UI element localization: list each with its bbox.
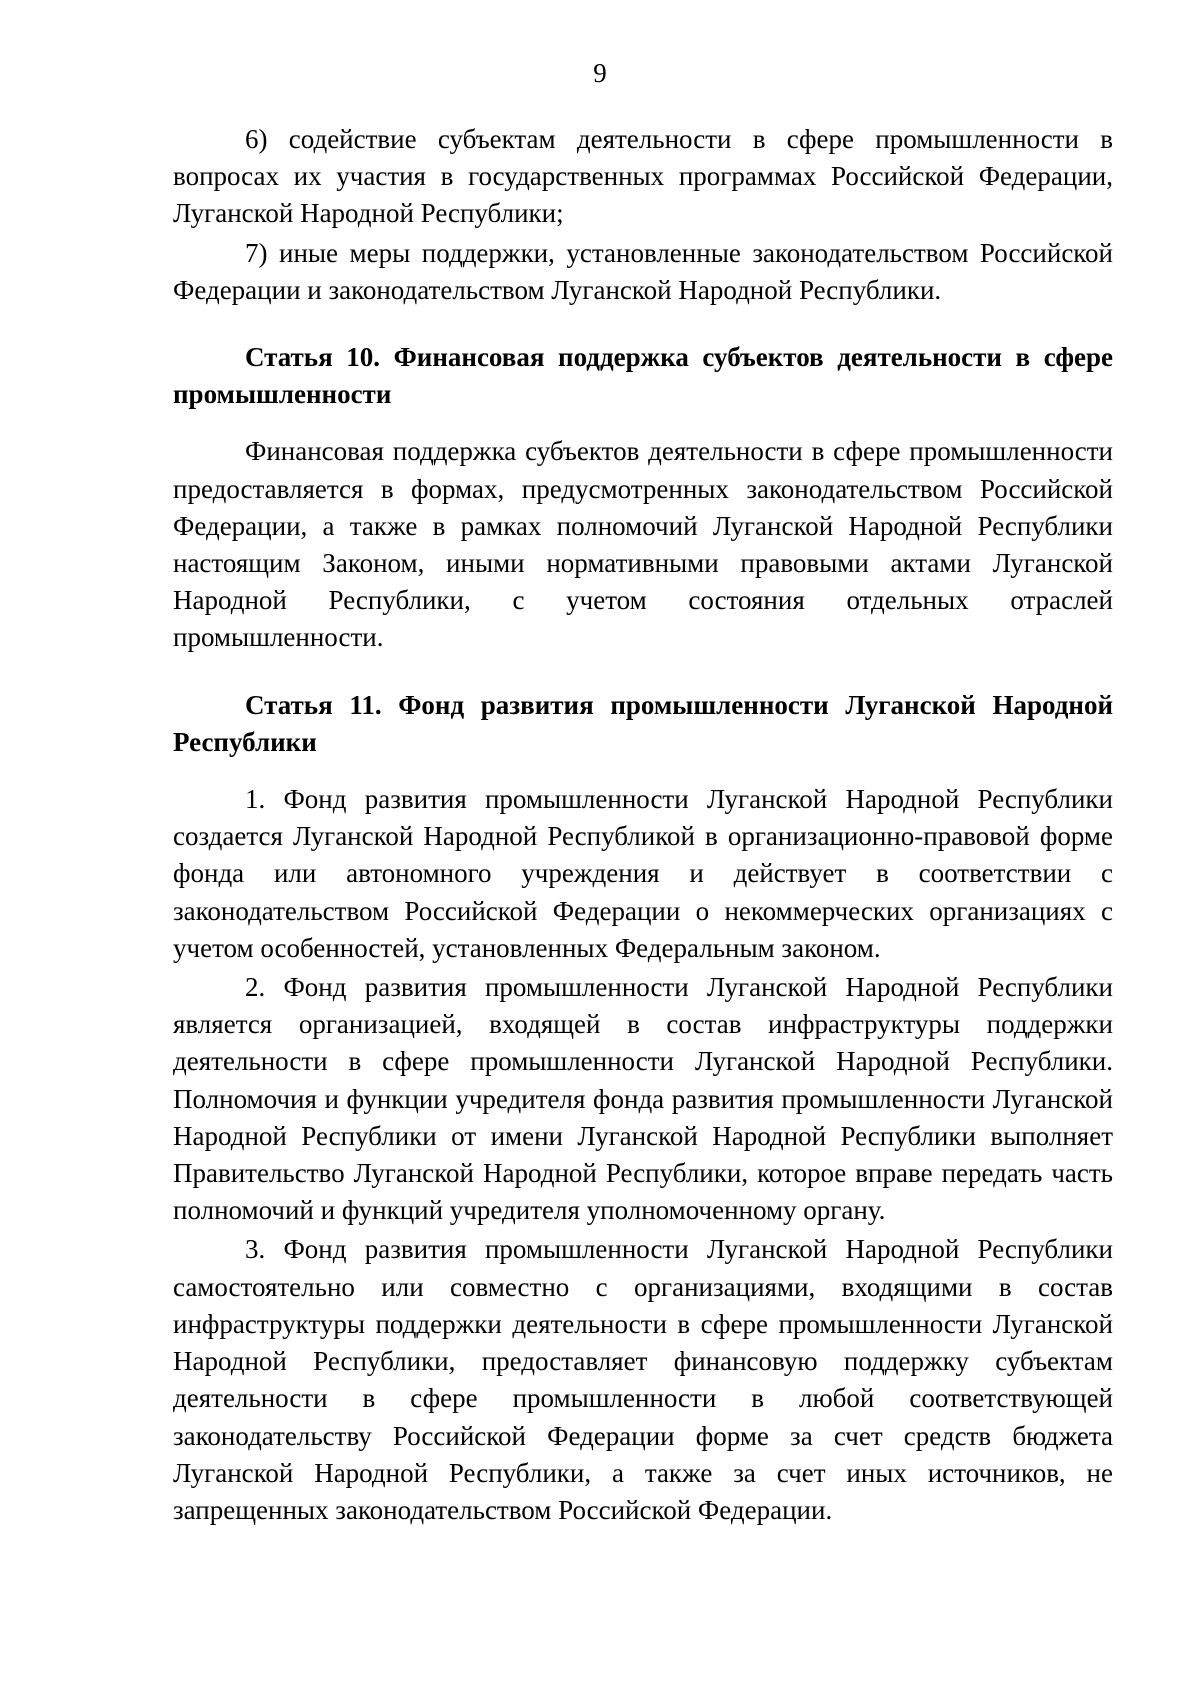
article-11-heading: Статья 11. Фонд развития промышленности Луганской Народной Республики	[173, 689, 1113, 757]
article-10-paragraph: Финансовая поддержка субъектов деятельности в сфере промышленности предоставляется в формах, предусмотренных законодательством Российской Федерации, а также в рамках полномочий Луганской Народной Республики настоящим Законом, иными нормативными правовыми актами Луганской Народной Республики, с учетом состояния отдельных отраслей промышленности.	[173, 436, 1113, 653]
list-item-7: 7) иные меры поддержки, установленные законодательством Российской Федерации и законодательством Луганской Народной Республики.	[173, 237, 1113, 305]
article-10-heading: Статья 10. Финансовая поддержка субъектов деятельности в сфере промышленности	[173, 342, 1113, 410]
article-11-paragraph-1: 1. Фонд развития промышленности Луганской Народной Республики создается Луганской Народной Республикой в организационно-правовой форме фонда или автономного учреждения и действует в соответствии с законодательством Российской Федерации о некоммерческих организациях с учетом особенностей, установленных Федеральным законом.	[173, 784, 1113, 963]
document-body	[173, 121, 1113, 1529]
list-item-6: 6) содействие субъектам деятельности в сфере промышленности в вопросах их участия в государственных программах Российской Федерации, Луганской Народной Республики;	[173, 124, 1113, 229]
page-number: 9	[593, 58, 607, 88]
article-11-paragraph-2: 2. Фонд развития промышленности Луганской Народной Республики является организацией, входящей в состав инфраструктуры поддержки деятельности в сфере промышленности Луганской Народной Республики. Полномочия и функции учредителя фонда развития промышленности Луганской Народной Республики от имени Луганской Народной Республики выполняет Правительство Луганской Народной Республики, которое вправе передать часть полномочий и функций учредителя уполномоченному органу.	[173, 972, 1113, 1226]
article-11-paragraph-3: 3. Фонд развития промышленности Луганской Народной Республики самостоятельно или совместно с организациями, входящими в состав инфраструктуры поддержки деятельности в сфере промышленности Луганской Народной Республики, предоставляет финансовую поддержку субъектам деятельности в сфере промышленности в любой соответствующей законодательству Российской Федерации форме за счет средств бюджета Луганской Народной Республики, а также за счет иных источников, не запрещенных законодательством Российской Федерации.	[173, 1234, 1113, 1525]
